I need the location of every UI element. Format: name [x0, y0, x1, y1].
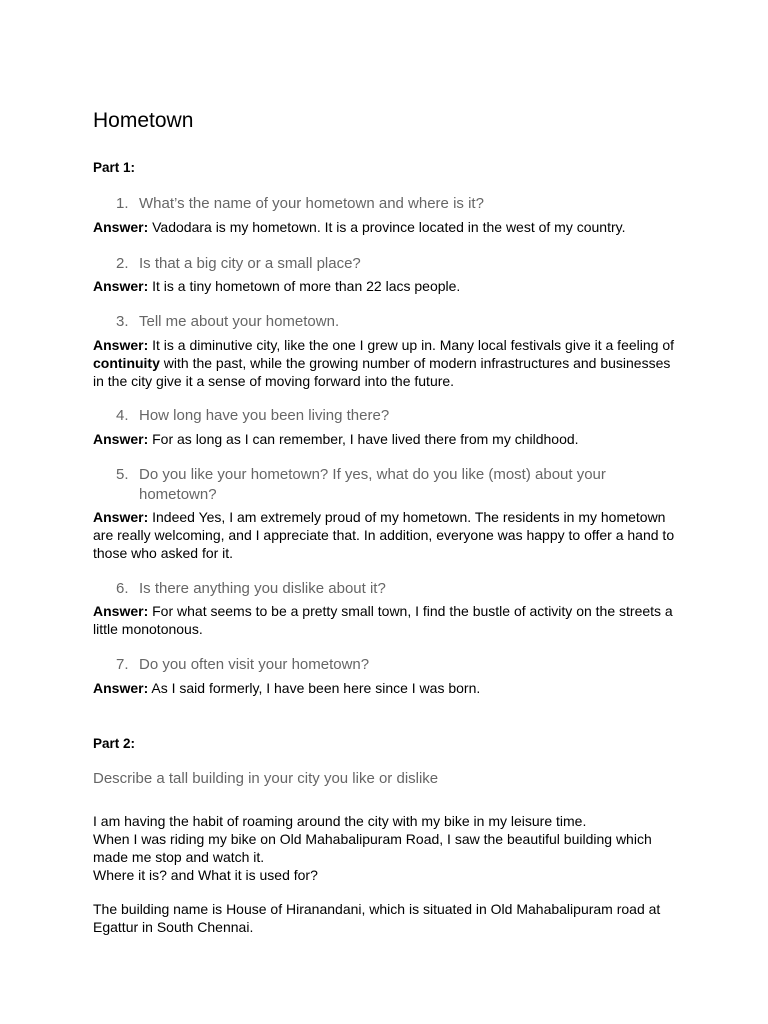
- answer-bold-word: continuity: [93, 355, 160, 371]
- question-3: [116, 312, 656, 332]
- question-number: 6.: [116, 580, 129, 597]
- answer-label: Answer:: [93, 219, 149, 235]
- question-text: Do you often visit your hometown?: [139, 656, 370, 673]
- answer-text: For as long as I can remember, I have lived there from my childhood.: [152, 431, 579, 447]
- answer-text: Indeed Yes, I am extremely proud of my hometown. The residents in my hometown are really welcoming, and I appreciate that. In addition, everyone was happy to offer a hand to those who asked for it.: [93, 509, 675, 561]
- question-7: [116, 655, 656, 675]
- part2-paragraph-2: The building name is House of Hiranandani, which is situated in Old Mahabalipuram road at Egattur in South Chennai.: [93, 901, 661, 935]
- paragraph-line: I am having the habit of roaming around the city with my bike in my leisure time.: [93, 813, 587, 829]
- question-number: 1.: [116, 195, 129, 212]
- answer-7: [93, 679, 683, 697]
- answer-label: Answer:: [93, 431, 149, 447]
- part2-paragraph-1: [93, 812, 683, 884]
- question-text: Is there anything you dislike about it?: [139, 580, 386, 597]
- paragraph-line: Where it is? and What it is used for?: [93, 867, 318, 883]
- question-1: [116, 194, 656, 214]
- answer-text: It is a diminutive city, like the one I grew up in. Many local festivals give it a feeling of: [152, 337, 675, 353]
- answer-label: Answer:: [93, 603, 149, 619]
- answer-label: Answer:: [93, 509, 149, 525]
- answer-5: [93, 508, 683, 562]
- answer-4: [93, 430, 683, 448]
- question-number: 3.: [116, 313, 129, 330]
- question-6: [116, 579, 656, 599]
- question-text: What’s the name of your hometown and where is it?: [139, 195, 484, 212]
- answer-3: [93, 336, 683, 390]
- answer-text: As I said formerly, I have been here since I was born.: [151, 680, 481, 696]
- question-text: How long have you been living there?: [139, 407, 390, 424]
- paragraph-line: When I was riding my bike on Old Mahabalipuram Road, I saw the beautiful building which made me stop and watch it.: [93, 831, 652, 865]
- question-text: Tell me about your hometown.: [139, 313, 340, 330]
- answer-text: Vadodara is my hometown. It is a province located in the west of my country.: [152, 219, 626, 235]
- answer-1: [93, 218, 683, 236]
- answer-label: Answer:: [93, 337, 149, 353]
- part1-heading: Part 1:: [93, 160, 136, 175]
- question-number: 5.: [116, 466, 129, 483]
- answer-2: [93, 277, 683, 295]
- question-number: 2.: [116, 255, 129, 272]
- question-text: Do you like your hometown? If yes, what do you like (most) about your hometown?: [139, 466, 606, 503]
- answer-label: Answer:: [93, 680, 149, 696]
- question-5: [116, 465, 656, 505]
- answer-text: with the past, while the growing number of modern infrastructures and businesses in the city give it a sense of moving forward into the future.: [93, 355, 671, 389]
- question-number: 7.: [116, 656, 129, 673]
- question-2: [116, 254, 656, 274]
- question-text: Is that a big city or a small place?: [139, 255, 361, 272]
- answer-6: [93, 602, 683, 638]
- answer-label: Answer:: [93, 278, 149, 294]
- question-4: [116, 406, 656, 426]
- answer-text: It is a tiny hometown of more than 22 lacs people.: [152, 278, 461, 294]
- part2-heading: Part 2:: [93, 736, 136, 751]
- answer-text: For what seems to be a pretty small town, I find the bustle of activity on the streets a little monotonous.: [93, 603, 673, 637]
- part2-question: Describe a tall building in your city you like or dislike: [93, 770, 439, 787]
- question-number: 4.: [116, 407, 129, 424]
- document-title: Hometown: [93, 109, 194, 132]
